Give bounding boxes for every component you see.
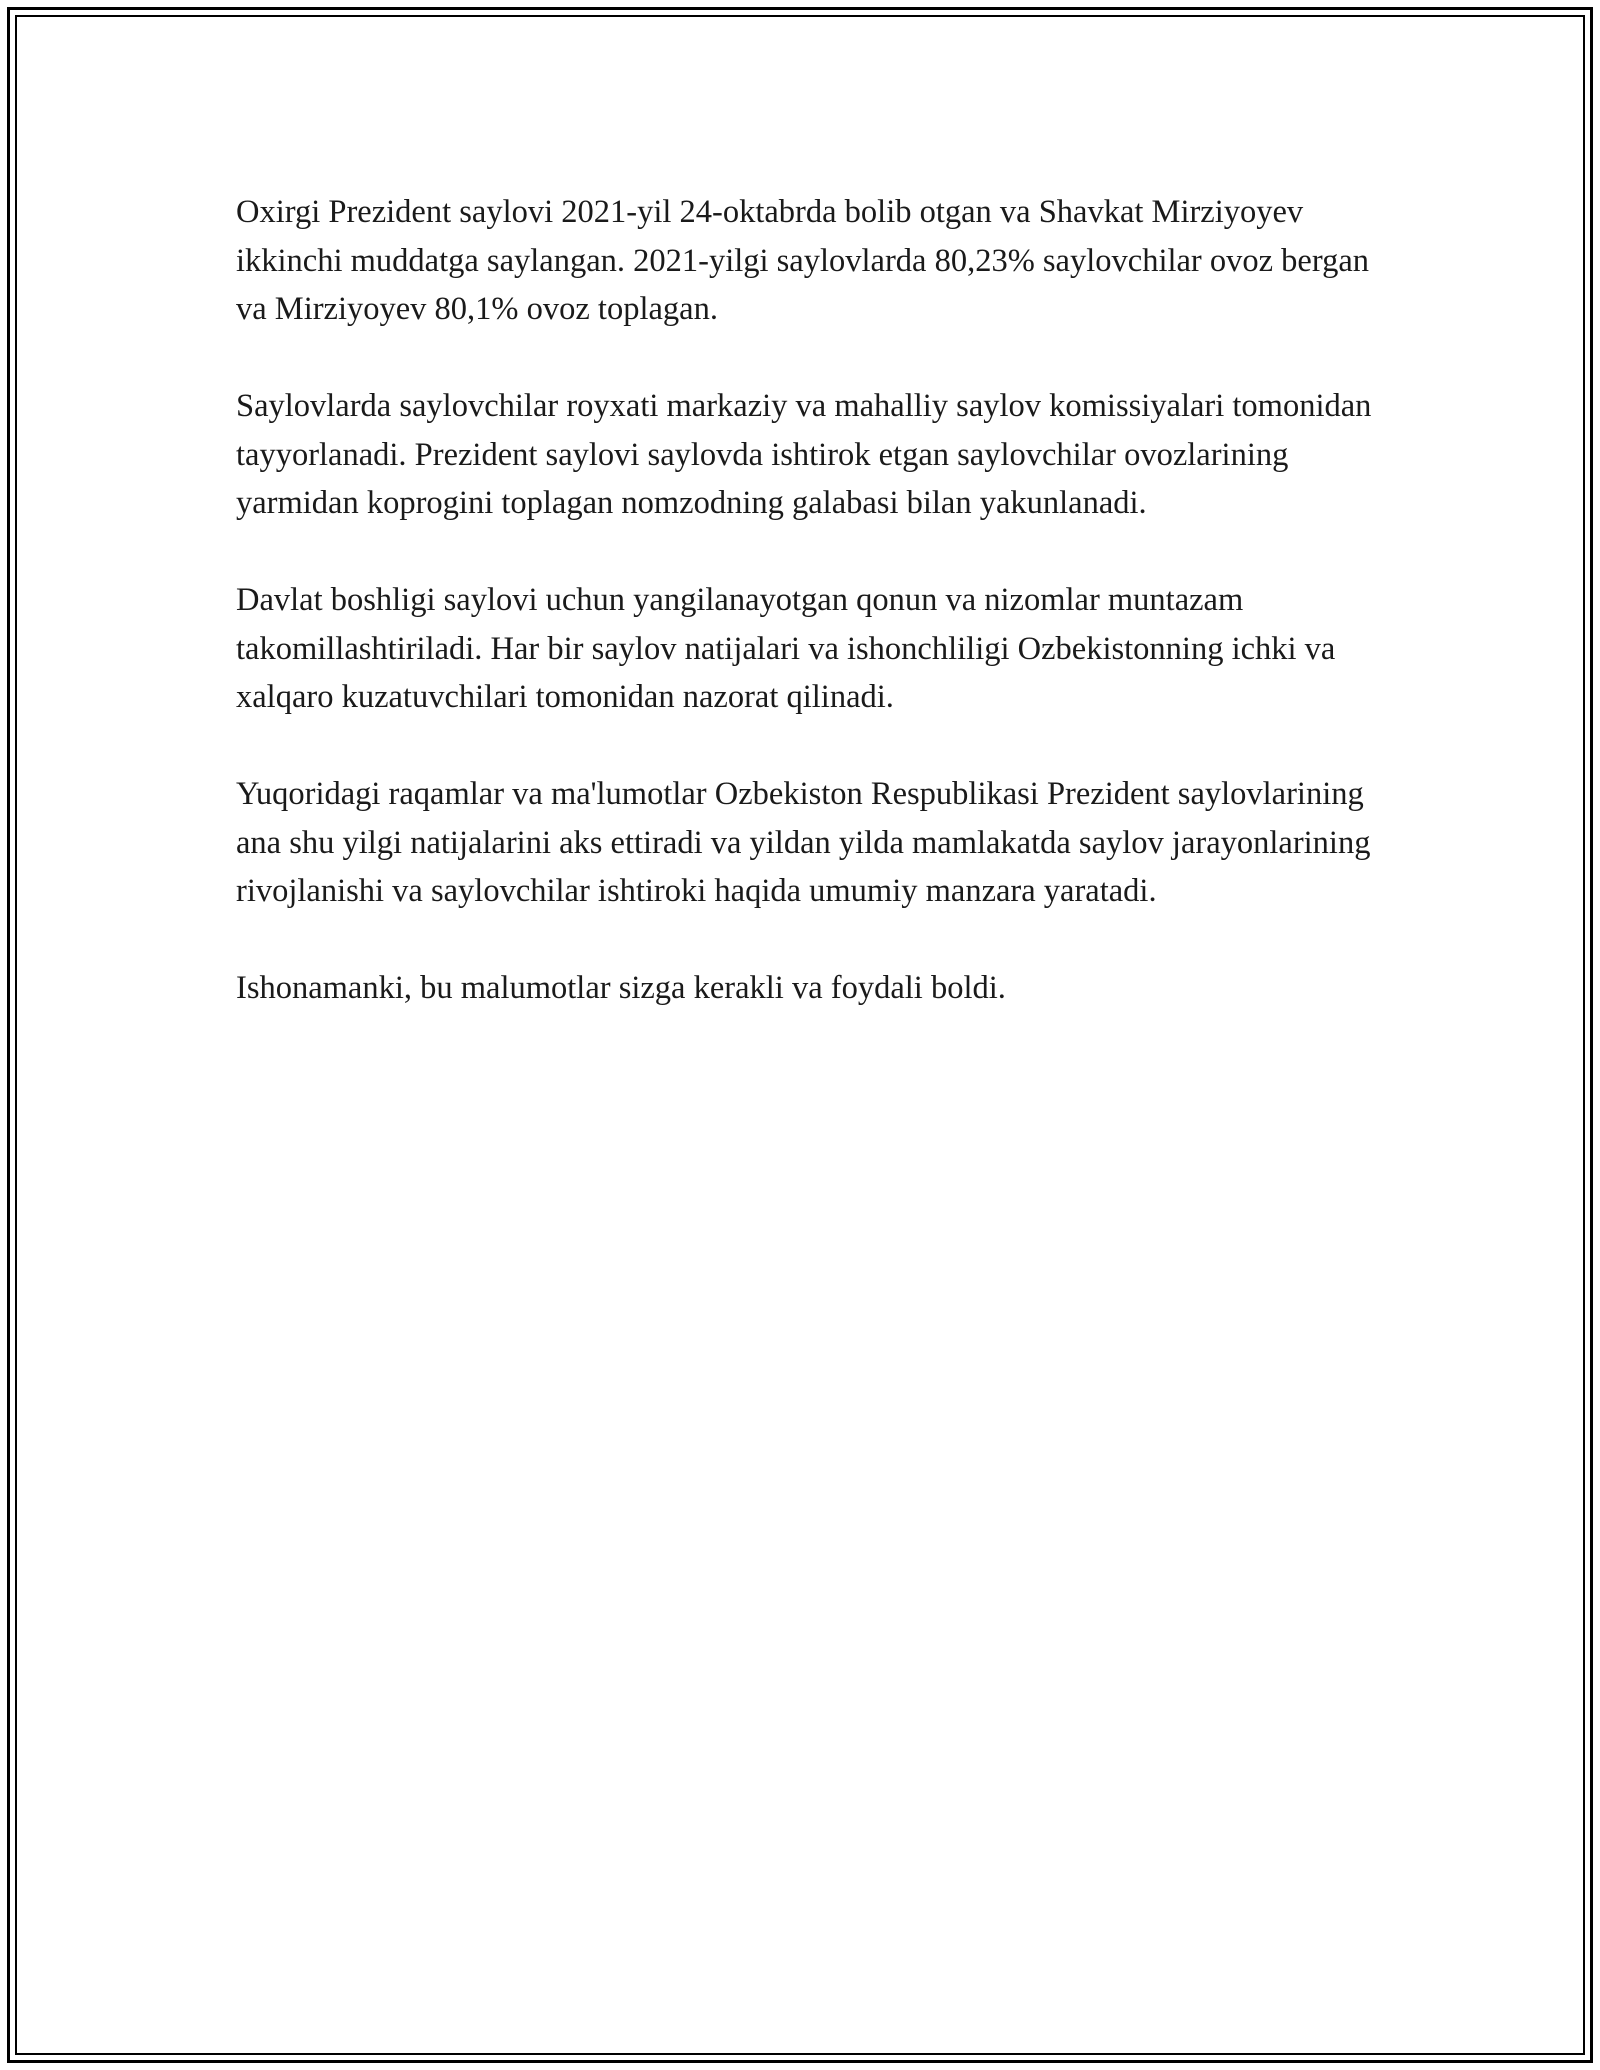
paragraph-2: Saylovlarda saylovchilar royxati markaziy va mahalliy saylov komissiyalari tomonidan tayyorlanadi. Prezident saylovi saylovda ishtirok etgan saylovchilar ovozlarining yarmidan koprogini toplagan nomzodning galabasi bilan yakunlanadi.: [236, 388, 1372, 521]
paragraph-1: Oxirgi Prezident saylovi 2021-yil 24-oktabrda bolib otgan va Shavkat Mirziyoyev ikkinchi muddatga saylangan. 2021-yilgi saylovlarda 80,23% saylovchilar ovoz bergan va Mirziyoyev 80,1% ovoz toplagan.: [236, 194, 1370, 327]
paragraph-3: Davlat boshligi saylovi uchun yangilanayotgan qonun va nizomlar muntazam takomillashtiriladi. Har bir saylov natijalari va ishonchliligi Ozbekistonning ichki va xalqaro kuzatuvchilari tomonidan nazorat qilinadi.: [236, 582, 1336, 715]
document-body: [236, 188, 1386, 1061]
paragraph-5: Ishonamanki, bu malumotlar sizga kerakli va foydali boldi.: [236, 970, 1006, 1006]
paragraph-4: Yuqoridagi raqamlar va ma'lumotlar Ozbekiston Respublikasi Prezident saylovlarining ana shu yilgi natijalarini aks ettiradi va yildan yilda mamlakatda saylov jarayonlarining rivojlanishi va saylovchilar ishtiroki haqida umumiy manzara yaratadi.: [236, 776, 1371, 909]
